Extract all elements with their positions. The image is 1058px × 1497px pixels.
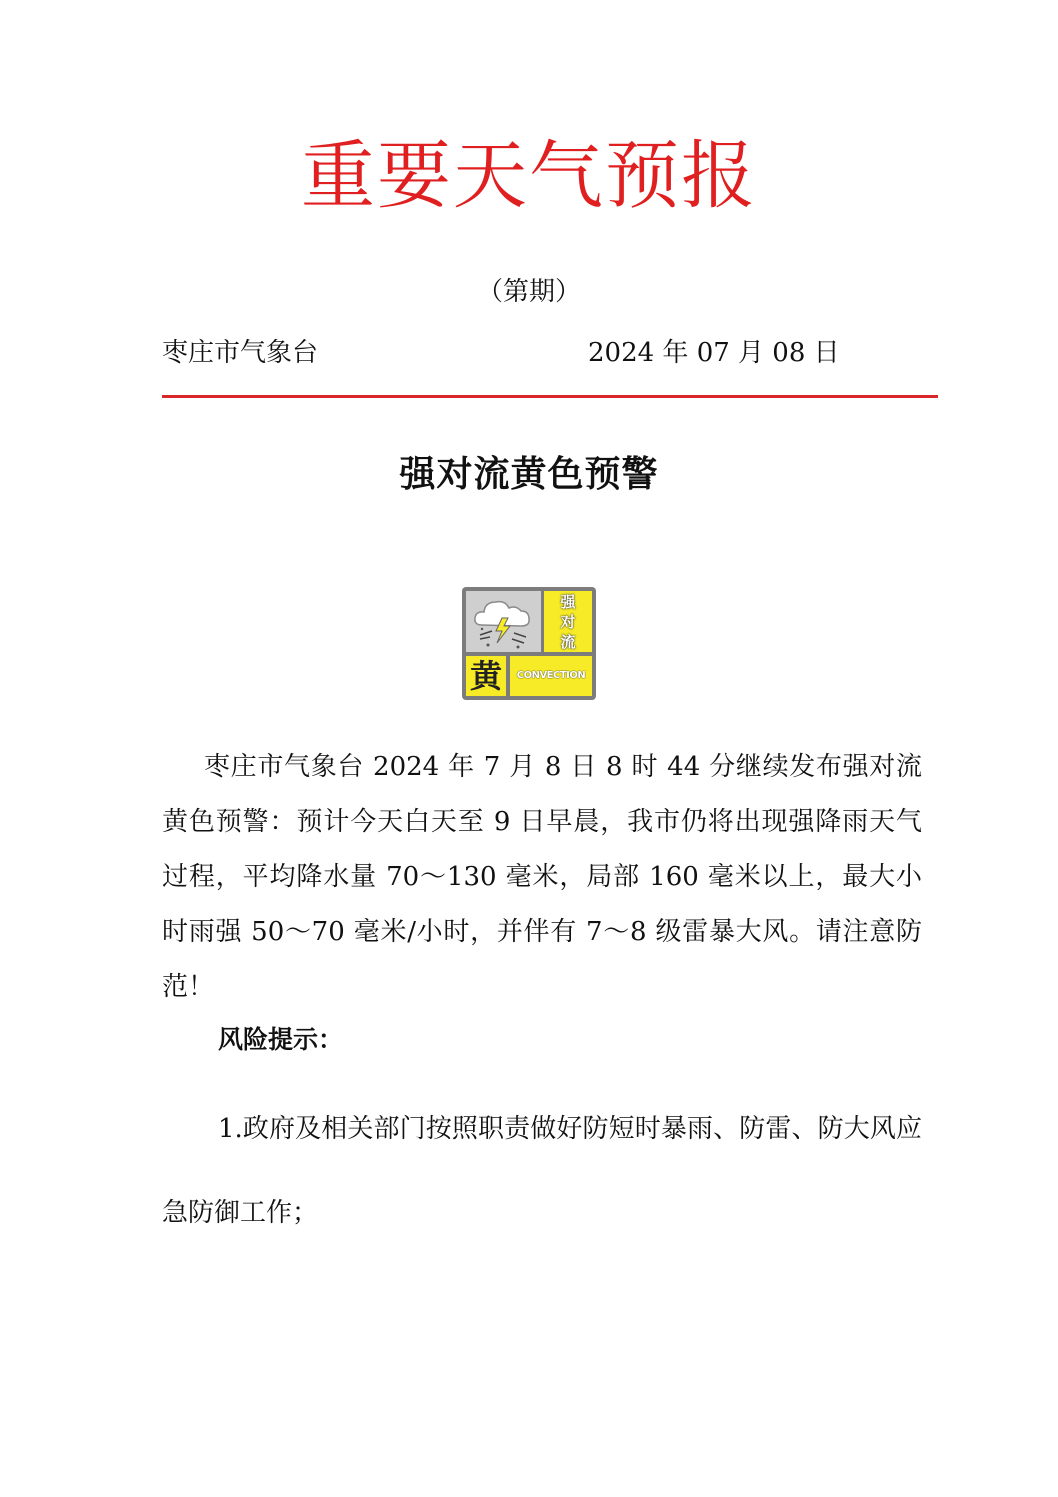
- warning-level-label: 黄: [466, 656, 506, 696]
- risk-tips-heading: 风险提示：: [218, 1025, 344, 1054]
- document-title: 强对流黄色预警: [399, 453, 659, 495]
- warning-type-char: 对: [560, 613, 576, 631]
- header-divider: [162, 395, 938, 398]
- risk-tip-item: 1.政府及相关部门按照职责做好防短时暴雨、防雷、防大风应急防御工作；: [162, 1114, 922, 1228]
- issue-date: 2024 年 07 月 08 日: [588, 338, 840, 368]
- warning-body-paragraph: 枣庄市气象台 2024 年 7 月 8 日 8 时 44 分继续发布强对流黄色预警：预计今天白天至 9 日早晨，我市仍将出现强降雨天气过程，平均降水量 70～130 毫米，局部 160 毫米以上，最大小时雨强 50～70 毫米/小时，并伴有 7～8 级雷暴大风。请注意防范！: [162, 752, 922, 1002]
- issue-number: （第期）: [476, 277, 581, 307]
- warning-english-label: CONVECTION: [510, 656, 592, 696]
- warning-type-label: [544, 591, 592, 652]
- issuer-name: 枣庄市气象台: [162, 338, 319, 368]
- warning-type-char: 流: [560, 633, 576, 651]
- masthead-title: 重要天气预报: [301, 133, 757, 219]
- thunderstorm-cloud-icon: [466, 591, 541, 652]
- warning-type-char: 强: [560, 593, 576, 611]
- warning-signal-badge: [462, 587, 596, 700]
